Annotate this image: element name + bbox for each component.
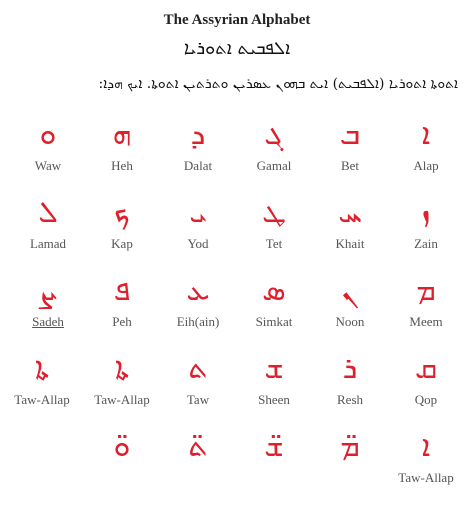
letter-name: Eih(ain): [176, 314, 220, 329]
letter-name: Waw: [34, 158, 62, 173]
letter-cell-khait: [312, 190, 388, 252]
letter-glyph: ܩ: [414, 351, 438, 386]
letter-name: Lamad: [29, 236, 67, 251]
letter-name: Resh: [337, 392, 363, 407]
letter-glyph: ܗ: [112, 117, 132, 152]
letter-cell-heh: [84, 112, 160, 174]
letter-cell-taw-allap: [84, 346, 160, 408]
letter-glyph: ܐ: [421, 117, 431, 152]
letter-glyph: ܝ: [189, 195, 207, 230]
letter-glyph: ܬ̈: [188, 429, 208, 464]
letter-cell-sheen: [236, 346, 312, 408]
letter-glyph: ܛ: [262, 195, 286, 230]
letter-name: Meem: [409, 314, 443, 329]
letter-glyph: ܬ: [188, 351, 208, 386]
letter-glyph: ܫ: [264, 351, 284, 386]
letter-name: Taw-Allap: [398, 470, 454, 485]
letter-name: Heh: [111, 158, 133, 173]
letter-name: Kap: [111, 236, 133, 251]
letter-cell-resh: [312, 346, 388, 408]
letter-name: Taw: [186, 392, 210, 407]
letter-name: Sadeh: [32, 314, 64, 329]
letter-glyph: ܚ: [338, 195, 362, 230]
letter-cell-zain: [388, 190, 464, 252]
page-title: The Assyrian Alphabet: [163, 12, 311, 28]
letter-cell-qop: [388, 346, 464, 408]
letter-name: Tet: [265, 236, 283, 251]
letter-glyph: ܣ: [262, 273, 286, 308]
letter-glyph: ܒ: [339, 117, 361, 152]
letter-glyph: ܘ̈: [113, 429, 131, 464]
alphabet-row: [0, 190, 474, 268]
letter-cell-kap: [84, 190, 160, 252]
letter-cell-taw-allap: [4, 346, 80, 408]
letter-glyph: ܐ: [421, 429, 431, 464]
letter-name: Zain: [414, 236, 438, 251]
letter-glyph: ܓ: [264, 117, 284, 152]
alphabet-row: [0, 112, 474, 190]
letter-cell-taw: [160, 346, 236, 408]
letter-cell-peh: [84, 268, 160, 330]
syriac-title: ܐܠܦܒܝܬ ܐܬܘܪܝܐ: [183, 38, 291, 59]
letter-cell-lamad: [10, 190, 86, 252]
letter-cell-noon: [312, 268, 388, 330]
letter-cell-extra: [160, 424, 236, 470]
alphabet-row: [0, 346, 474, 424]
letter-glyph: ܡ: [416, 273, 436, 308]
letter-name: Khait: [335, 236, 365, 251]
letter-name: Noon: [335, 314, 365, 329]
letter-cell-yod: [160, 190, 236, 252]
letter-cell-gamal: [236, 112, 312, 174]
letter-glyph: ܡ̈: [340, 429, 360, 464]
letter-glyph: ܨ: [38, 273, 58, 308]
letter-glyph: ܢ: [341, 273, 359, 308]
letter-cell-eih: [160, 268, 236, 330]
letter-glyph: ܙ: [421, 195, 431, 230]
letter-name: Taw-Allap: [94, 392, 150, 407]
letter-name: Sheen: [258, 392, 290, 407]
syriac-subtitle: ܐܬܘܬܐ ܐܬܘܪܝܐ (ܐܠܦܒܝܬ) ܐܝܬ ܒܗܘܢ ܥܣܪܝܢ ܘܬܪܬܝܢ ܐܬܘܬܐ. ܐܝܟ ܗܕܐ:: [98, 76, 458, 92]
letter-cell-bet: [312, 112, 388, 174]
letter-name: Simkat: [255, 314, 293, 329]
letter-cell-alap: [388, 112, 464, 174]
letter-cell-meem: [388, 268, 464, 330]
letter-name: Taw-Allap: [14, 392, 70, 407]
letter-glyph: ܕ: [190, 117, 206, 152]
letter-glyph: ܠ: [38, 195, 58, 230]
letter-name: Bet: [340, 158, 360, 173]
letter-glyph: ܫ̈: [264, 429, 284, 464]
alphabet-row: [0, 268, 474, 346]
letter-cell-waw: [10, 112, 86, 174]
letter-cell-extra: [312, 424, 388, 470]
letter-cell-taw-allap: [388, 424, 464, 486]
letter-glyph: ܦ: [113, 273, 131, 308]
letter-name: Yod: [187, 236, 209, 251]
alphabet-row: [0, 424, 474, 502]
letter-glyph: ܪ: [342, 351, 358, 386]
letter-cell-simkat: [236, 268, 312, 330]
alphabet-grid: [0, 112, 474, 502]
letter-name: Qop: [414, 392, 438, 407]
letter-name: Peh: [112, 314, 132, 329]
letter-cell-tet: [236, 190, 312, 252]
letter-glyph: ܥ: [186, 273, 210, 308]
letter-name: Dalat: [183, 158, 213, 173]
letter-name: Gamal: [256, 158, 292, 173]
letter-glyph: ܟ: [113, 195, 131, 230]
letter-glyph: ܬܐ: [114, 351, 130, 386]
letter-cell-dalat: [160, 112, 236, 174]
letter-glyph: ܬܐ: [34, 351, 50, 386]
letter-cell-sadeh: [10, 268, 86, 330]
letter-cell-extra: [84, 424, 160, 470]
letter-cell-extra: [236, 424, 312, 470]
letter-glyph: ܘ: [39, 117, 57, 152]
letter-name: Alap: [413, 158, 439, 173]
